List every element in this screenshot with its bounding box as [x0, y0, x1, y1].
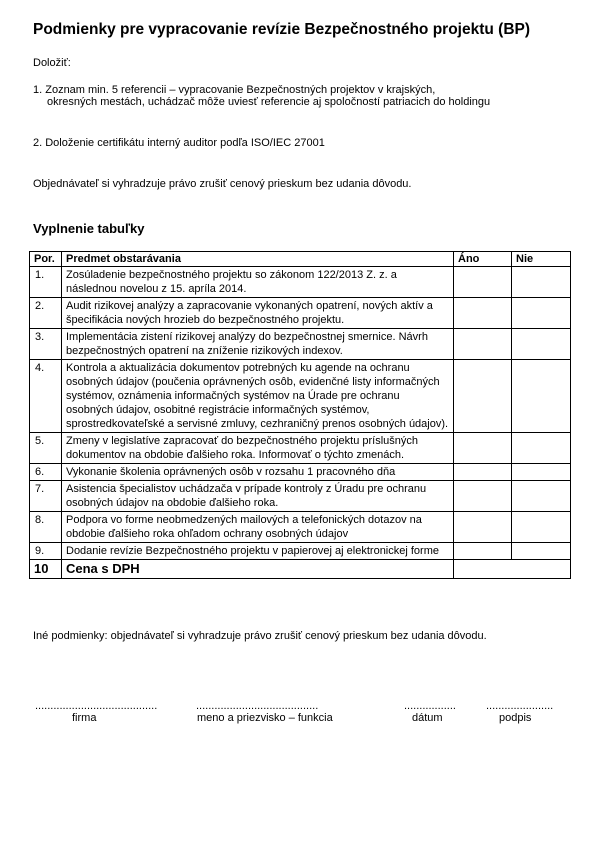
header-yes: Áno: [454, 252, 512, 267]
no-cell[interactable]: [512, 433, 571, 464]
table-row: [30, 512, 571, 543]
total-price-cell[interactable]: [454, 560, 571, 579]
row-number: 7.: [30, 481, 62, 512]
row-subject: Implementácia zistení rizikovej analýzy do bezpečnostnej smernice. Návrh bezpečnostných opatrení na zníženie rizikových indexov.: [62, 329, 454, 360]
no-cell[interactable]: [512, 543, 571, 560]
no-cell[interactable]: [512, 481, 571, 512]
row-subject: Zosúladenie bezpečnostného projektu so zákonom 122/2013 Z. z. a následnou novelou z 15. apríla 2014.: [62, 267, 454, 298]
table-row: [30, 329, 571, 360]
requirement-1-line-1: 1. Zoznam min. 5 referencii – vypracovanie Bezpečnostných projektov v krajských,: [33, 84, 436, 96]
row-number: 6.: [30, 464, 62, 481]
table-header-row: [30, 252, 571, 267]
document-title: Podmienky pre vypracovanie revízie Bezpečnostného projektu (BP): [33, 21, 531, 38]
table-heading: Vyplnenie tabuľky: [33, 221, 145, 236]
no-cell[interactable]: [512, 360, 571, 433]
signature-line-sign[interactable]: ......................: [486, 700, 554, 712]
yes-cell[interactable]: [454, 464, 512, 481]
table-row: [30, 543, 571, 560]
total-number: 10: [30, 560, 62, 579]
row-number: 9.: [30, 543, 62, 560]
table-row: [30, 433, 571, 464]
total-row: [30, 560, 571, 579]
header-no: Nie: [512, 252, 571, 267]
caption-date: dátum: [412, 712, 443, 724]
caption-sign: podpis: [499, 712, 532, 724]
row-number: 1.: [30, 267, 62, 298]
requirement-1-line-2: okresných mestách, uchádzač môže uviesť referencie aj spoločností patriacich do holdingu: [47, 96, 491, 108]
row-number: 5.: [30, 433, 62, 464]
total-label: Cena s DPH: [62, 560, 454, 579]
row-number: 4.: [30, 360, 62, 433]
row-subject: Zmeny v legislatíve zapracovať do bezpečnostného projektu príslušných dokumentov na obdobie ďalšieho roka. Informovať o týchto zmenách.: [62, 433, 454, 464]
caption-name: meno a priezvisko – funkcia: [197, 712, 333, 724]
table-row: [30, 267, 571, 298]
no-cell[interactable]: [512, 512, 571, 543]
row-subject: Vykonanie školenia oprávnených osôb v rozsahu 1 pracovného dňa: [62, 464, 454, 481]
yes-cell[interactable]: [454, 481, 512, 512]
header-number: Por.: [30, 252, 62, 267]
signature-line-date[interactable]: .................: [404, 700, 456, 712]
row-number: 8.: [30, 512, 62, 543]
requirement-2: 2. Doloženie certifikátu interný auditor podľa ISO/IEC 27001: [33, 137, 325, 149]
other-conditions: Iné podmienky: objednávateľ si vyhradzuje právo zrušiť cenový prieskum bez udania dôvodu.: [33, 630, 487, 642]
yes-cell[interactable]: [454, 360, 512, 433]
row-subject: Kontrola a aktualizácia dokumentov potrebných ku agende na ochranu osobných údajov (poučenia oprávnených osôb, evidenčné listy informačných systémov, oznámenia informačných systémov na Úrade pre ochranu osobných údajov, osobitné registrácie informačných systémov, sprostredkovateľské a servisné zmluvy, cezhraničný prenos osobných údajov).: [62, 360, 454, 433]
yes-cell[interactable]: [454, 298, 512, 329]
caption-firma: firma: [72, 712, 97, 724]
row-number: 2.: [30, 298, 62, 329]
no-cell[interactable]: [512, 329, 571, 360]
yes-cell[interactable]: [454, 329, 512, 360]
signature-line-name[interactable]: ........................................: [196, 700, 319, 712]
table-row: [30, 464, 571, 481]
yes-cell[interactable]: [454, 543, 512, 560]
no-cell[interactable]: [512, 298, 571, 329]
row-subject: Asistencia špecialistov uchádzača v prípade kontroly z Úradu pre ochranu osobných údajov na obdobie ďalšieho roka.: [62, 481, 454, 512]
row-subject: Dodanie revízie Bezpečnostného projektu v papierovej aj elektronickej forme: [62, 543, 454, 560]
table-row: [30, 298, 571, 329]
required-documents-label: Doložiť:: [33, 57, 71, 69]
table-row: [30, 360, 571, 433]
yes-cell[interactable]: [454, 267, 512, 298]
no-cell[interactable]: [512, 464, 571, 481]
yes-cell[interactable]: [454, 512, 512, 543]
row-number: 3.: [30, 329, 62, 360]
yes-cell[interactable]: [454, 433, 512, 464]
row-subject: Audit rizikovej analýzy a zapracovanie vykonaných opatrení, nových aktív a špecifikácia nových hrozieb do bezpečnostného projektu.: [62, 298, 454, 329]
no-cell[interactable]: [512, 267, 571, 298]
table-row: [30, 481, 571, 512]
header-subject: Predmet obstarávania: [62, 252, 454, 267]
signature-line-firma[interactable]: ........................................: [35, 700, 158, 712]
reservation-note: Objednávateľ si vyhradzuje právo zrušiť cenový prieskum bez udania dôvodu.: [33, 178, 412, 190]
row-subject: Podpora vo forme neobmedzených mailových a telefonických dotazov na obdobie ďalšieho roka ohľadom ochrany osobných údajov: [62, 512, 454, 543]
procurement-table: [29, 251, 571, 579]
